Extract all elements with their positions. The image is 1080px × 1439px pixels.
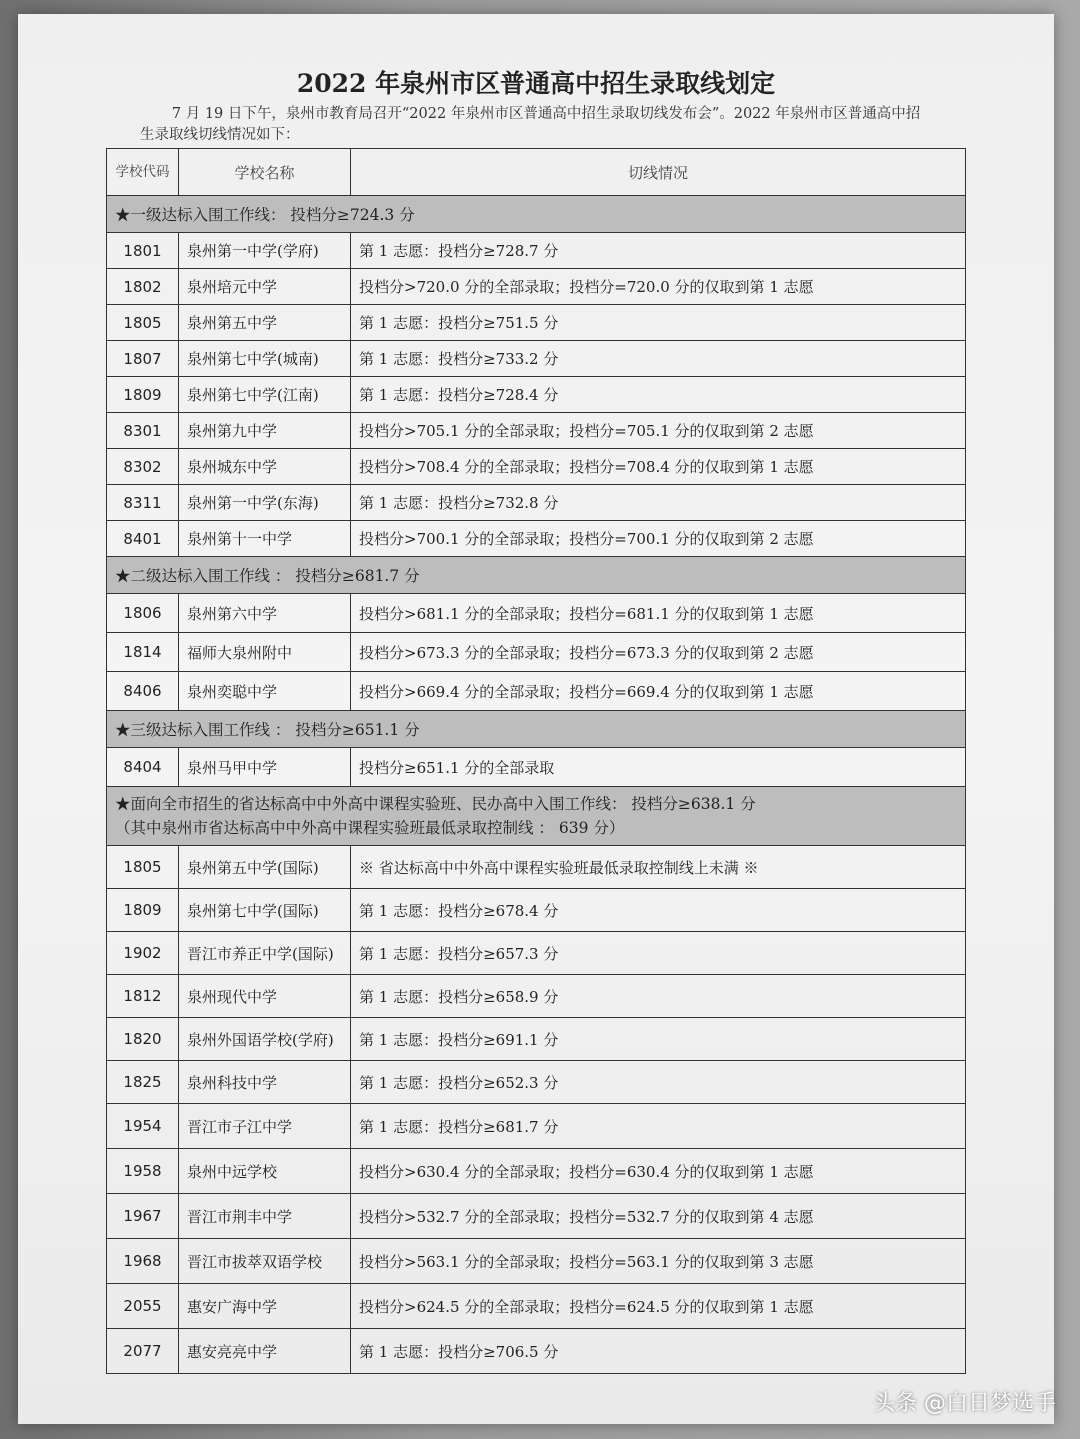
school-code: 1802 — [107, 269, 179, 305]
cut-line: 第 1 志愿：投档分≥691.1 分 — [351, 1018, 966, 1061]
watermark: 头条 @白日梦选手 — [873, 1391, 1056, 1416]
cut-line: 投档分>673.3 分的全部录取；投档分=673.3 分的仅取到第 2 志愿 — [351, 633, 966, 672]
table-header-row — [107, 149, 966, 196]
section-title-main: ★面向全市招生的省达标高中中外高中课程实验班、民办高中入围工作线： 投档分≥638.1 分 — [115, 795, 756, 813]
school-code: 2055 — [107, 1284, 179, 1329]
section-header-3 — [107, 711, 966, 748]
cut-line: 第 1 志愿：投档分≥652.3 分 — [351, 1061, 966, 1104]
school-name: 泉州第六中学 — [179, 594, 351, 633]
school-name: 泉州第七中学(江南) — [179, 377, 351, 413]
cut-line: ※ 省达标高中中外高中课程实验班最低录取控制线上未满 ※ — [351, 846, 966, 889]
cut-line: 投档分>630.4 分的全部录取；投档分=630.4 分的仅取到第 1 志愿 — [351, 1149, 966, 1194]
cut-line: 第 1 志愿：投档分≥728.7 分 — [351, 233, 966, 269]
section-title — [107, 787, 966, 846]
school-name: 泉州第一中学(东海) — [179, 485, 351, 521]
school-name: 晋江市荆丰中学 — [179, 1194, 351, 1239]
table-row — [107, 1239, 966, 1284]
school-code: 8401 — [107, 521, 179, 557]
school-name: 泉州城东中学 — [179, 449, 351, 485]
school-name: 泉州第一中学(学府) — [179, 233, 351, 269]
section-header-1 — [107, 196, 966, 233]
table-row — [107, 932, 966, 975]
school-name: 泉州第十一中学 — [179, 521, 351, 557]
table-row — [107, 269, 966, 305]
cut-line: 第 1 志愿：投档分≥751.5 分 — [351, 305, 966, 341]
cut-line: 投档分>532.7 分的全部录取；投档分=532.7 分的仅取到第 4 志愿 — [351, 1194, 966, 1239]
school-code: 1968 — [107, 1239, 179, 1284]
table-row — [107, 1018, 966, 1061]
cut-line: 第 1 志愿：投档分≥658.9 分 — [351, 975, 966, 1018]
school-name: 泉州第七中学(城南) — [179, 341, 351, 377]
cut-line: 第 1 志愿：投档分≥706.5 分 — [351, 1329, 966, 1374]
school-code: 1805 — [107, 305, 179, 341]
header-cut: 切线情况 — [351, 149, 966, 196]
section-title: ★三级达标入围工作线 ： 投档分≥651.1 分 — [107, 711, 966, 748]
cut-line: 第 1 志愿：投档分≥657.3 分 — [351, 932, 966, 975]
school-code: 1809 — [107, 377, 179, 413]
section-header-4 — [107, 787, 966, 846]
school-code: 8302 — [107, 449, 179, 485]
cut-line: 投档分>624.5 分的全部录取；投档分=624.5 分的仅取到第 1 志愿 — [351, 1284, 966, 1329]
school-code: 1806 — [107, 594, 179, 633]
school-name: 泉州马甲中学 — [179, 748, 351, 787]
table-row — [107, 1104, 966, 1149]
intro-paragraph: 7 月 19 日下午，泉州市教育局召开“2022 年泉州市区普通高中招生录取切线发布会”。2022 年泉州市区普通高中招生录取线切线情况如下： — [140, 106, 921, 143]
school-name: 泉州第七中学(国际) — [179, 889, 351, 932]
school-code: 1825 — [107, 1061, 179, 1104]
school-code: 1954 — [107, 1104, 179, 1149]
cut-line: 投档分>700.1 分的全部录取；投档分=700.1 分的仅取到第 2 志愿 — [351, 521, 966, 557]
school-code: 1805 — [107, 846, 179, 889]
school-code: 8404 — [107, 748, 179, 787]
table-row — [107, 1061, 966, 1104]
header-code: 学校代码 — [107, 149, 179, 196]
school-name: 泉州科技中学 — [179, 1061, 351, 1104]
school-code: 1967 — [107, 1194, 179, 1239]
cut-line: 第 1 志愿：投档分≥733.2 分 — [351, 341, 966, 377]
header-name: 学校名称 — [179, 149, 351, 196]
table-row — [107, 846, 966, 889]
school-code: 1820 — [107, 1018, 179, 1061]
section-header-2 — [107, 557, 966, 594]
school-code: 8311 — [107, 485, 179, 521]
school-name: 泉州奕聪中学 — [179, 672, 351, 711]
school-name: 泉州外国语学校(学府) — [179, 1018, 351, 1061]
school-name: 泉州第九中学 — [179, 413, 351, 449]
cut-line: 投档分>681.1 分的全部录取；投档分=681.1 分的仅取到第 1 志愿 — [351, 594, 966, 633]
school-code: 1812 — [107, 975, 179, 1018]
cut-line: 第 1 志愿：投档分≥681.7 分 — [351, 1104, 966, 1149]
table-row — [107, 485, 966, 521]
cut-line: 投档分>705.1 分的全部录取；投档分=705.1 分的仅取到第 2 志愿 — [351, 413, 966, 449]
table-row — [107, 889, 966, 932]
school-name: 泉州现代中学 — [179, 975, 351, 1018]
table-row — [107, 1149, 966, 1194]
table-row — [107, 305, 966, 341]
school-code: 8406 — [107, 672, 179, 711]
section-title: ★二级达标入围工作线 ： 投档分≥681.7 分 — [107, 557, 966, 594]
cut-line: 第 1 志愿：投档分≥728.4 分 — [351, 377, 966, 413]
section-subtitle: （其中泉州市省达标高中中外高中课程实验班最低录取控制线 ： 639 分） — [115, 819, 625, 837]
table-row — [107, 594, 966, 633]
table-row — [107, 413, 966, 449]
cut-line: 投档分>720.0 分的全部录取；投档分=720.0 分的仅取到第 1 志愿 — [351, 269, 966, 305]
cut-line: 第 1 志愿：投档分≥678.4 分 — [351, 889, 966, 932]
cut-line: 投档分>708.4 分的全部录取；投档分=708.4 分的仅取到第 1 志愿 — [351, 449, 966, 485]
cut-line: 投档分≥651.1 分的全部录取 — [351, 748, 966, 787]
cut-line: 投档分>563.1 分的全部录取；投档分=563.1 分的仅取到第 3 志愿 — [351, 1239, 966, 1284]
school-name: 泉州第五中学 — [179, 305, 351, 341]
table-row — [107, 377, 966, 413]
cut-line: 第 1 志愿：投档分≥732.8 分 — [351, 485, 966, 521]
document-page — [18, 14, 1054, 1424]
school-code: 8301 — [107, 413, 179, 449]
table-row — [107, 341, 966, 377]
school-name: 惠安亮亮中学 — [179, 1329, 351, 1374]
school-code: 1814 — [107, 633, 179, 672]
table-row — [107, 1284, 966, 1329]
school-code: 1958 — [107, 1149, 179, 1194]
school-name: 泉州中远学校 — [179, 1149, 351, 1194]
school-code: 1807 — [107, 341, 179, 377]
table-row — [107, 975, 966, 1018]
table-row — [107, 521, 966, 557]
school-name: 福师大泉州附中 — [179, 633, 351, 672]
table-row — [107, 233, 966, 269]
school-name: 泉州培元中学 — [179, 269, 351, 305]
table-row — [107, 672, 966, 711]
school-code: 1902 — [107, 932, 179, 975]
school-code: 1801 — [107, 233, 179, 269]
table-row — [107, 1194, 966, 1239]
cut-line: 投档分>669.4 分的全部录取；投档分=669.4 分的仅取到第 1 志愿 — [351, 672, 966, 711]
school-code: 2077 — [107, 1329, 179, 1374]
table-row — [107, 449, 966, 485]
school-name: 泉州第五中学(国际) — [179, 846, 351, 889]
school-name: 惠安广海中学 — [179, 1284, 351, 1329]
table-row — [107, 1329, 966, 1374]
section-title: ★一级达标入围工作线： 投档分≥724.3 分 — [107, 196, 966, 233]
school-name: 晋江市养正中学(国际) — [179, 932, 351, 975]
school-name: 晋江市子江中学 — [179, 1104, 351, 1149]
admission-table — [106, 148, 966, 1374]
school-name: 晋江市拔萃双语学校 — [179, 1239, 351, 1284]
document-title: 2022 年泉州市区普通高中招生录取线划定 — [296, 69, 776, 98]
table-row — [107, 633, 966, 672]
table-row — [107, 748, 966, 787]
school-code: 1809 — [107, 889, 179, 932]
